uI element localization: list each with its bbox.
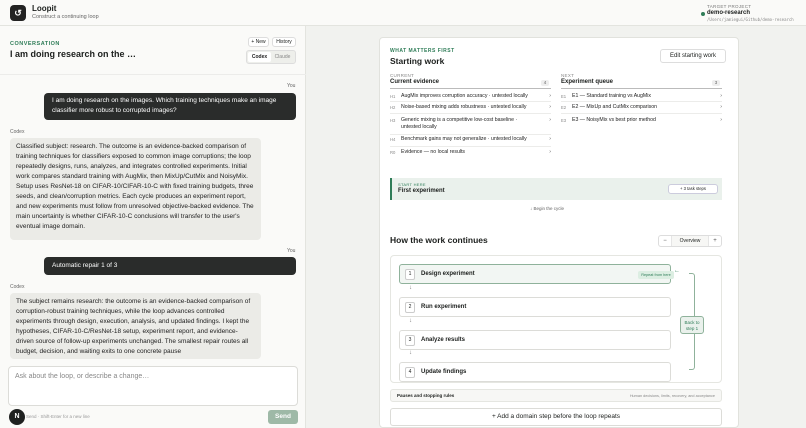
- current-evidence-count: 4: [541, 80, 549, 86]
- status-dot-icon: [701, 12, 705, 16]
- target-project-name-text: demo-research: [707, 10, 751, 16]
- pauses-rules-row[interactable]: [390, 389, 722, 402]
- loop-panel: [306, 26, 806, 428]
- app-subtitle: Construct a continuing loop: [32, 14, 99, 20]
- experiment-queue-title: Experiment queue: [561, 79, 614, 85]
- starting-work-title: Starting work: [390, 56, 445, 66]
- loop-step[interactable]: 1 Design experiment Repeat from here: [399, 264, 671, 284]
- chevron-right-icon: ›: [549, 104, 551, 110]
- evidence-item[interactable]: H3 Generic mixing is a competitive low-cost baseline · untested locally ›: [390, 117, 551, 130]
- user-message: I am doing research on the images. Which training techniques make an image classifier more robust to corrupted images?: [44, 93, 296, 120]
- row-rule: [390, 134, 551, 135]
- next-label: NEXT: [561, 73, 575, 78]
- chevron-right-icon: ›: [549, 117, 551, 123]
- loop-step[interactable]: 2 Run experiment: [399, 297, 671, 317]
- arrow-down-icon: ↓: [409, 285, 412, 291]
- agent-option-codex[interactable]: Codex: [248, 52, 271, 62]
- arrow-down-icon: ↓: [409, 350, 412, 356]
- experiment-queue-count: 3: [712, 80, 720, 86]
- chevron-right-icon: ›: [720, 104, 722, 110]
- message-role-you: You: [287, 248, 296, 254]
- row-rule: [561, 101, 722, 102]
- evidence-item[interactable]: R0 Evidence — no local results ›: [390, 149, 551, 155]
- column-rule: [561, 88, 722, 89]
- overview-button[interactable]: Overview: [671, 236, 709, 246]
- user-avatar[interactable]: N: [9, 409, 25, 425]
- row-rule: [390, 101, 551, 102]
- send-button[interactable]: Send: [268, 410, 298, 424]
- chevron-right-icon: ›: [720, 93, 722, 99]
- message-role-you: You: [287, 83, 296, 89]
- target-project-label: TARGET PROJECT: [707, 4, 752, 9]
- agent-option-claude[interactable]: Claude: [274, 54, 291, 60]
- loop-section-title: How the work continues: [390, 235, 488, 245]
- composer-hint: Send · Shift-Enter for a new line: [26, 414, 90, 419]
- assistant-message: The subject remains research: the outcome is an evidence-backed comparison of corruption-robust training techniques, while the loop advances controlled experiments through design, execution, analysis, and updated findings. I kept the hypotheses, CIFAR-10-C/ResNet-18 setup, experiment report, and evidence-driven source of follow-up experiments unchanged. The smallest repair routes all budget, decision, and waiting exits to one concrete pause: [10, 293, 261, 359]
- repeat-from-here-badge: Repeat from here: [638, 271, 674, 279]
- loop-logo-icon: ↺: [10, 5, 26, 21]
- message-composer[interactable]: Ask about the loop, or describe a change…: [8, 366, 298, 406]
- target-project-name: [707, 10, 794, 16]
- rules-subtitle: Human decisions, limits, recovery, and acceptance: [629, 393, 715, 398]
- conversation-label: CONVERSATION: [10, 41, 60, 47]
- arrow-left-icon: ←: [674, 268, 680, 274]
- evidence-item[interactable]: H2 Noise-based mixing adds robustness · untested locally ›: [390, 104, 551, 110]
- begin-cycle-label: Begin the cycle: [533, 206, 565, 211]
- loop-card: [379, 37, 739, 428]
- start-here-label: START HERE: [398, 182, 426, 187]
- experiment-item[interactable]: E1 E1 — Standard training vs AugMix ›: [561, 93, 722, 99]
- chevron-right-icon: ›: [720, 117, 722, 123]
- current-label: CURRENT: [390, 73, 415, 78]
- chevron-right-icon: ›: [549, 149, 551, 155]
- history-button[interactable]: History: [272, 37, 296, 47]
- new-conversation-button[interactable]: + New: [248, 37, 269, 47]
- conversation-panel: [0, 26, 306, 428]
- conversation-title: I am doing research on the …: [10, 49, 137, 59]
- task-steps-button[interactable]: + 3 task steps: [668, 184, 718, 194]
- experiment-item[interactable]: E2 E2 — MixUp and CutMix comparison ›: [561, 104, 722, 110]
- user-message: Automatic repair 1 of 3: [44, 257, 296, 275]
- target-project-path: /Users/jamiegui/Github/demo-research: [707, 17, 794, 22]
- loop-step[interactable]: 4 Update findings: [399, 362, 671, 382]
- edit-starting-work-button[interactable]: Edit starting work: [660, 49, 726, 63]
- zoom-controls: [658, 235, 722, 247]
- target-project[interactable]: [707, 4, 794, 22]
- evidence-item[interactable]: H4 Benchmark gains may not generalize · untested locally ›: [390, 136, 551, 142]
- current-evidence-title: Current evidence: [390, 79, 440, 85]
- chevron-right-icon: ›: [549, 93, 551, 99]
- begin-cycle-connector: [530, 206, 564, 211]
- loop-diagram: [390, 255, 722, 383]
- experiment-item[interactable]: E3 E3 — NoisyMix vs best prior method ›: [561, 117, 722, 123]
- evidence-item[interactable]: H1 AugMix improves corruption accuracy · untested locally ›: [390, 93, 551, 99]
- back-to-step-badge: Back to step 1: [680, 316, 704, 334]
- add-domain-step-button[interactable]: + Add a domain step before the loop repeats: [390, 408, 722, 426]
- zoom-out-button[interactable]: −: [663, 238, 667, 244]
- app-title: Loopit: [32, 4, 57, 13]
- row-rule: [561, 113, 722, 114]
- arrow-down-icon: ↓: [530, 206, 533, 211]
- first-experiment-title: First experiment: [398, 188, 445, 194]
- section-label: WHAT MATTERS FIRST: [390, 48, 455, 54]
- top-bar: [0, 0, 806, 26]
- first-experiment-box: [390, 178, 722, 200]
- zoom-in-button[interactable]: +: [713, 238, 717, 244]
- chevron-right-icon: ›: [549, 136, 551, 142]
- column-rule: [390, 88, 551, 89]
- arrow-down-icon: ↓: [409, 318, 412, 324]
- loop-step[interactable]: 3 Analyze results: [399, 330, 671, 350]
- message-role-codex: Codex: [10, 284, 25, 290]
- message-role-codex: Codex: [10, 129, 25, 135]
- rules-title: Pauses and stopping rules: [397, 393, 455, 398]
- agent-switcher: [246, 50, 296, 64]
- row-rule: [390, 113, 551, 114]
- header-divider: [0, 74, 306, 75]
- assistant-message: Classified subject: research. The outcome is an evidence-backed comparison of training techniques for classifiers exposed to common image corruptions; the loop repeatedly designs, runs, analyzes, and integrates controlled experiments. Initial work compares standard training with AugMix, then MixUp/CutMix and NoisyMix. Setup uses ResNet-18 on CIFAR-10/CIFAR-10-C with fixed training budgets, three seeds, and clean/corruption metrics. Each cycle produces an experiment report, and new experiments must follow from unresolved objective-backed evidence. The main uncertainty is whether CIFAR-10-C conclusions will transfer to the user's eventual image domain.: [10, 138, 261, 240]
- row-rule: [390, 146, 551, 147]
